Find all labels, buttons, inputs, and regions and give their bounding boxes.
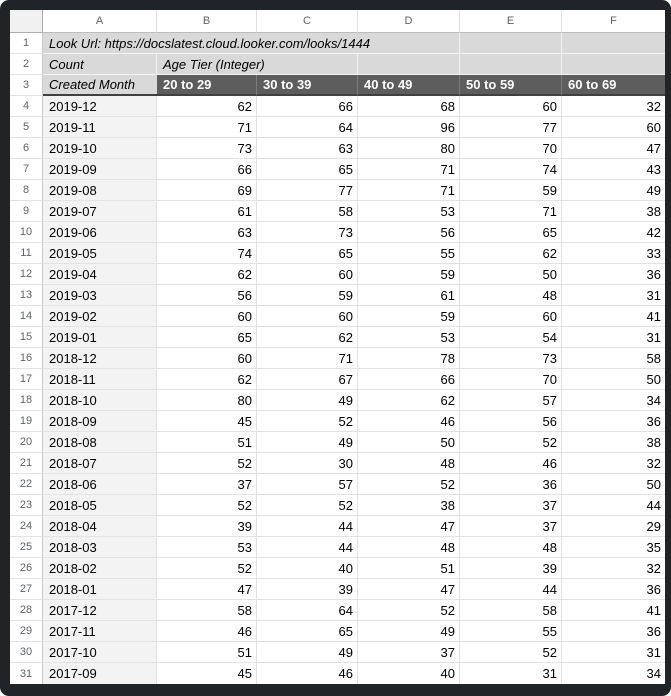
row-header[interactable]: 27	[10, 579, 43, 600]
value-cell[interactable]: 73	[157, 138, 257, 159]
table-row	[10, 579, 665, 600]
value-cell[interactable]: 56	[358, 222, 460, 243]
month-cell[interactable]: 2019-03	[43, 285, 157, 306]
value-cell[interactable]: 49	[257, 642, 358, 663]
row-3	[10, 75, 665, 96]
row-2	[10, 54, 665, 75]
value-cell[interactable]: 48	[460, 537, 562, 558]
month-cell[interactable]: 2018-05	[43, 495, 157, 516]
value-cell[interactable]: 31	[562, 642, 665, 663]
value-cell[interactable]: 69	[157, 180, 257, 201]
value-cell[interactable]: 62	[460, 243, 562, 264]
row-header[interactable]: 6	[10, 138, 43, 159]
value-cell[interactable]: 63	[257, 138, 358, 159]
value-cell[interactable]: 39	[257, 579, 358, 600]
table-row	[10, 453, 665, 474]
value-cell[interactable]: 57	[460, 390, 562, 411]
value-cell[interactable]: 53	[358, 201, 460, 222]
value-cell[interactable]: 59	[358, 264, 460, 285]
value-cell[interactable]: 52	[157, 453, 257, 474]
value-cell[interactable]: 41	[562, 600, 665, 621]
value-cell[interactable]: 64	[257, 117, 358, 138]
value-cell[interactable]: 32	[562, 558, 665, 579]
value-cell[interactable]: 60	[460, 96, 562, 117]
column-header-a[interactable]: A	[43, 10, 157, 33]
table-row	[10, 432, 665, 453]
row-header[interactable]: 18	[10, 390, 43, 411]
value-cell[interactable]: 34	[562, 663, 665, 684]
table-row	[10, 558, 665, 579]
value-cell[interactable]: 40	[358, 663, 460, 684]
value-cell[interactable]: 33	[562, 243, 665, 264]
row-header[interactable]: 16	[10, 348, 43, 369]
value-cell[interactable]: 71	[358, 180, 460, 201]
value-cell[interactable]: 60	[257, 264, 358, 285]
month-cell[interactable]: 2017-11	[43, 621, 157, 642]
value-cell[interactable]: 73	[257, 222, 358, 243]
row-header[interactable]: 2	[10, 54, 43, 75]
value-cell[interactable]: 77	[257, 180, 358, 201]
value-cell[interactable]: 29	[562, 516, 665, 537]
table-row	[10, 369, 665, 390]
value-cell[interactable]: 41	[562, 306, 665, 327]
value-cell[interactable]: 77	[460, 117, 562, 138]
value-cell[interactable]: 36	[562, 579, 665, 600]
value-cell[interactable]: 44	[562, 495, 665, 516]
value-cell[interactable]: 36	[460, 474, 562, 495]
value-cell[interactable]: 57	[257, 474, 358, 495]
value-cell[interactable]: 58	[157, 600, 257, 621]
column-header-e[interactable]: E	[460, 10, 562, 33]
value-cell[interactable]: 38	[358, 495, 460, 516]
value-cell[interactable]: 55	[460, 621, 562, 642]
value-cell[interactable]: 52	[157, 495, 257, 516]
month-cell[interactable]: 2018-06	[43, 474, 157, 495]
value-cell[interactable]: 49	[562, 180, 665, 201]
value-cell[interactable]: 58	[562, 348, 665, 369]
table-row	[10, 117, 665, 138]
value-cell[interactable]: 56	[460, 411, 562, 432]
value-cell[interactable]: 50	[562, 474, 665, 495]
month-cell[interactable]: 2018-04	[43, 516, 157, 537]
value-cell[interactable]: 62	[358, 390, 460, 411]
value-cell[interactable]: 51	[157, 432, 257, 453]
row-header[interactable]: 25	[10, 537, 43, 558]
value-cell[interactable]: 49	[257, 390, 358, 411]
value-cell[interactable]: 47	[562, 138, 665, 159]
month-cell[interactable]: 2019-04	[43, 264, 157, 285]
column-header-d[interactable]: D	[358, 10, 460, 33]
value-cell[interactable]: 38	[562, 432, 665, 453]
row-header[interactable]: 4	[10, 96, 43, 117]
value-cell[interactable]: 62	[257, 327, 358, 348]
row-header[interactable]: 31	[10, 663, 43, 684]
value-cell[interactable]: 55	[358, 243, 460, 264]
value-cell[interactable]: 31	[562, 285, 665, 306]
value-cell[interactable]: 36	[562, 264, 665, 285]
value-cell[interactable]: 59	[460, 180, 562, 201]
month-cell[interactable]: 2018-12	[43, 348, 157, 369]
month-cell[interactable]: 2018-08	[43, 432, 157, 453]
table-row	[10, 285, 665, 306]
value-cell[interactable]: 46	[257, 663, 358, 684]
value-cell[interactable]: 32	[562, 96, 665, 117]
row-header[interactable]: 11	[10, 243, 43, 264]
value-cell[interactable]: 65	[460, 222, 562, 243]
value-cell[interactable]: 62	[157, 96, 257, 117]
value-cell[interactable]: 96	[358, 117, 460, 138]
table-row	[10, 327, 665, 348]
value-cell[interactable]: 50	[460, 264, 562, 285]
row-header[interactable]: 28	[10, 600, 43, 621]
month-cell[interactable]: 2018-10	[43, 390, 157, 411]
row-header[interactable]: 15	[10, 327, 43, 348]
value-cell[interactable]: 50	[358, 432, 460, 453]
value-cell[interactable]: 53	[157, 537, 257, 558]
month-cell[interactable]: 2019-12	[43, 96, 157, 117]
empty-cell[interactable]	[562, 33, 665, 54]
value-cell[interactable]: 37	[157, 474, 257, 495]
value-cell[interactable]: 54	[460, 327, 562, 348]
row-header[interactable]: 22	[10, 474, 43, 495]
month-cell[interactable]: 2019-08	[43, 180, 157, 201]
value-cell[interactable]: 74	[460, 159, 562, 180]
value-cell[interactable]: 52	[460, 432, 562, 453]
value-cell[interactable]: 48	[358, 453, 460, 474]
value-cell[interactable]: 52	[257, 411, 358, 432]
age-bucket-header[interactable]: 50 to 59	[460, 75, 562, 96]
value-cell[interactable]: 64	[257, 600, 358, 621]
table-row	[10, 474, 665, 495]
row-header[interactable]: 7	[10, 159, 43, 180]
value-cell[interactable]: 37	[460, 495, 562, 516]
month-cell[interactable]: 2018-02	[43, 558, 157, 579]
value-cell[interactable]: 73	[460, 348, 562, 369]
row-1	[10, 33, 665, 54]
month-cell[interactable]: 2018-07	[43, 453, 157, 474]
table-row	[10, 411, 665, 432]
table-row	[10, 180, 665, 201]
value-cell[interactable]: 62	[157, 264, 257, 285]
value-cell[interactable]: 47	[358, 516, 460, 537]
value-cell[interactable]: 31	[460, 663, 562, 684]
month-cell[interactable]: 2018-09	[43, 411, 157, 432]
value-cell[interactable]: 37	[358, 642, 460, 663]
table-row	[10, 159, 665, 180]
value-cell[interactable]: 74	[157, 243, 257, 264]
value-cell[interactable]: 44	[257, 537, 358, 558]
row-header[interactable]: 24	[10, 516, 43, 537]
value-cell[interactable]: 66	[257, 96, 358, 117]
value-cell[interactable]: 59	[257, 285, 358, 306]
value-cell[interactable]: 50	[562, 369, 665, 390]
created-month-label-cell[interactable]: Created Month	[43, 75, 157, 96]
row-header[interactable]: 9	[10, 201, 43, 222]
value-cell[interactable]: 52	[257, 495, 358, 516]
value-cell[interactable]: 39	[460, 558, 562, 579]
month-cell[interactable]: 2017-09	[43, 663, 157, 684]
value-cell[interactable]: 56	[157, 285, 257, 306]
row-header[interactable]: 20	[10, 432, 43, 453]
month-cell[interactable]: 2019-07	[43, 201, 157, 222]
value-cell[interactable]: 61	[157, 201, 257, 222]
value-cell[interactable]: 80	[157, 390, 257, 411]
value-cell[interactable]: 52	[358, 474, 460, 495]
value-cell[interactable]: 46	[157, 621, 257, 642]
row-header[interactable]: 23	[10, 495, 43, 516]
table-row	[10, 621, 665, 642]
value-cell[interactable]: 52	[157, 558, 257, 579]
month-cell[interactable]: 2018-03	[43, 537, 157, 558]
table-row	[10, 390, 665, 411]
value-cell[interactable]: 65	[257, 243, 358, 264]
value-cell[interactable]: 63	[157, 222, 257, 243]
value-cell[interactable]: 44	[460, 579, 562, 600]
table-row	[10, 495, 665, 516]
value-cell[interactable]: 65	[157, 327, 257, 348]
table-row	[10, 222, 665, 243]
value-cell[interactable]: 60	[460, 306, 562, 327]
table-row	[10, 663, 665, 684]
value-cell[interactable]: 52	[358, 600, 460, 621]
value-cell[interactable]: 49	[257, 432, 358, 453]
value-cell[interactable]: 47	[157, 579, 257, 600]
row-header[interactable]: 29	[10, 621, 43, 642]
row-header[interactable]: 30	[10, 642, 43, 663]
value-cell[interactable]: 65	[257, 159, 358, 180]
row-header[interactable]: 5	[10, 117, 43, 138]
table-row	[10, 243, 665, 264]
value-cell[interactable]: 52	[460, 642, 562, 663]
look-url-cell[interactable]: Look Url: https://docslatest.cloud.looker.com/looks/1444	[43, 33, 460, 54]
value-cell[interactable]: 60	[562, 117, 665, 138]
row-header[interactable]: 8	[10, 180, 43, 201]
value-cell[interactable]: 36	[562, 411, 665, 432]
age-bucket-header[interactable]: 40 to 49	[358, 75, 460, 96]
month-cell[interactable]: 2017-10	[43, 642, 157, 663]
month-cell[interactable]: 2019-02	[43, 306, 157, 327]
row-header[interactable]: 21	[10, 453, 43, 474]
value-cell[interactable]: 34	[562, 390, 665, 411]
column-header-b[interactable]: B	[157, 10, 257, 33]
value-cell[interactable]: 47	[358, 579, 460, 600]
month-cell[interactable]: 2019-09	[43, 159, 157, 180]
value-cell[interactable]: 60	[157, 306, 257, 327]
value-cell[interactable]: 43	[562, 159, 665, 180]
table-row	[10, 642, 665, 663]
value-cell[interactable]: 42	[562, 222, 665, 243]
row-header[interactable]: 26	[10, 558, 43, 579]
spreadsheet	[10, 10, 665, 684]
value-cell[interactable]: 53	[358, 327, 460, 348]
value-cell[interactable]: 44	[257, 516, 358, 537]
value-cell[interactable]: 59	[358, 306, 460, 327]
column-header-c[interactable]: C	[257, 10, 358, 33]
empty-cell[interactable]	[562, 54, 665, 75]
empty-cell[interactable]	[358, 54, 460, 75]
table-row	[10, 138, 665, 159]
empty-cell[interactable]	[460, 33, 562, 54]
value-cell[interactable]: 60	[257, 306, 358, 327]
value-cell[interactable]: 30	[257, 453, 358, 474]
month-cell[interactable]: 2019-01	[43, 327, 157, 348]
column-header-row	[10, 10, 665, 33]
age-tier-label-cell[interactable]: Age Tier (Integer)	[157, 54, 358, 75]
value-cell[interactable]: 51	[358, 558, 460, 579]
month-cell[interactable]: 2017-12	[43, 600, 157, 621]
column-header-f[interactable]: F	[562, 10, 665, 33]
value-cell[interactable]: 71	[257, 348, 358, 369]
month-cell[interactable]: 2019-11	[43, 117, 157, 138]
value-cell[interactable]: 66	[358, 369, 460, 390]
value-cell[interactable]: 45	[157, 411, 257, 432]
select-all-corner[interactable]	[10, 10, 43, 33]
value-cell[interactable]: 78	[358, 348, 460, 369]
age-bucket-header[interactable]: 30 to 39	[257, 75, 358, 96]
value-cell[interactable]: 46	[358, 411, 460, 432]
table-row	[10, 600, 665, 621]
age-bucket-header[interactable]: 20 to 29	[157, 75, 257, 96]
value-cell[interactable]: 80	[358, 138, 460, 159]
row-header[interactable]: 13	[10, 285, 43, 306]
table-row	[10, 516, 665, 537]
value-cell[interactable]: 68	[358, 96, 460, 117]
value-cell[interactable]: 71	[157, 117, 257, 138]
table-row	[10, 201, 665, 222]
value-cell[interactable]: 71	[358, 159, 460, 180]
table-row	[10, 537, 665, 558]
value-cell[interactable]: 65	[257, 621, 358, 642]
value-cell[interactable]: 31	[562, 327, 665, 348]
value-cell[interactable]: 38	[562, 201, 665, 222]
row-header[interactable]: 1	[10, 33, 43, 54]
value-cell[interactable]: 49	[358, 621, 460, 642]
value-cell[interactable]: 67	[257, 369, 358, 390]
table-row	[10, 96, 665, 117]
value-cell[interactable]: 35	[562, 537, 665, 558]
value-cell[interactable]: 61	[358, 285, 460, 306]
count-label-cell[interactable]: Count	[43, 54, 157, 75]
value-cell[interactable]: 48	[358, 537, 460, 558]
value-cell[interactable]: 70	[460, 369, 562, 390]
month-cell[interactable]: 2019-06	[43, 222, 157, 243]
value-cell[interactable]: 36	[562, 621, 665, 642]
value-cell[interactable]: 58	[257, 201, 358, 222]
month-cell[interactable]: 2018-01	[43, 579, 157, 600]
value-cell[interactable]: 37	[460, 516, 562, 537]
month-cell[interactable]: 2019-05	[43, 243, 157, 264]
table-row	[10, 348, 665, 369]
row-header[interactable]: 19	[10, 411, 43, 432]
value-cell[interactable]: 71	[460, 201, 562, 222]
row-header[interactable]: 14	[10, 306, 43, 327]
value-cell[interactable]: 70	[460, 138, 562, 159]
month-cell[interactable]: 2018-11	[43, 369, 157, 390]
value-cell[interactable]: 40	[257, 558, 358, 579]
month-cell[interactable]: 2019-10	[43, 138, 157, 159]
row-header[interactable]: 12	[10, 264, 43, 285]
value-cell[interactable]: 66	[157, 159, 257, 180]
value-cell[interactable]: 32	[562, 453, 665, 474]
value-cell[interactable]: 48	[460, 285, 562, 306]
value-cell[interactable]: 46	[460, 453, 562, 474]
row-header[interactable]: 17	[10, 369, 43, 390]
row-header[interactable]: 10	[10, 222, 43, 243]
table-row	[10, 264, 665, 285]
age-bucket-header[interactable]: 60 to 69	[562, 75, 665, 96]
value-cell[interactable]: 62	[157, 369, 257, 390]
value-cell[interactable]: 39	[157, 516, 257, 537]
value-cell[interactable]: 51	[157, 642, 257, 663]
value-cell[interactable]: 60	[157, 348, 257, 369]
empty-cell[interactable]	[460, 54, 562, 75]
value-cell[interactable]: 58	[460, 600, 562, 621]
table-row	[10, 306, 665, 327]
row-header[interactable]: 3	[10, 75, 43, 96]
value-cell[interactable]: 45	[157, 663, 257, 684]
